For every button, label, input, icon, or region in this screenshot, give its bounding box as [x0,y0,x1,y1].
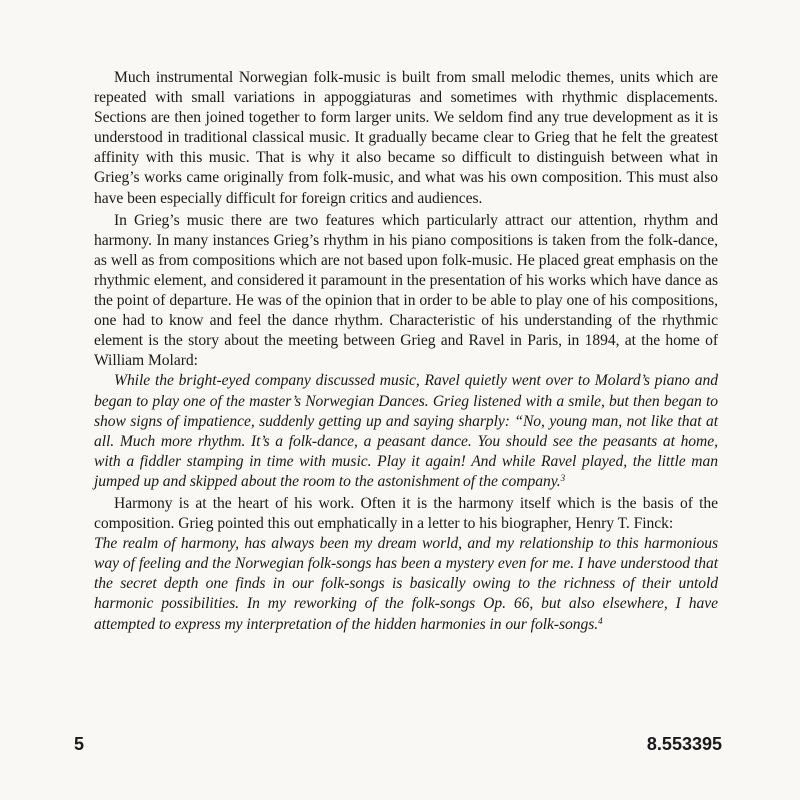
page-number: 5 [74,734,85,754]
footnote-marker-4: 4 [598,615,603,626]
quote-ravel [94,371,718,492]
quote-finck [94,534,718,634]
paragraph-folk-music: Much instrumental Norwegian folk-music is built from small melodic themes, units which are repeated with small variations in appoggiaturas and sometimes with rhythmic displacements. Sections are then joined together to form larger units. We seldom find any true development as it is understood in traditional classical music. It gradually became clear to Grieg that he felt the greatest affinity with this music. That is why it also became so difficult to distinguish between what in Grieg’s works came originally from folk-music, and what was his own composition. This must also have been especially difficult for foreign critics and audiences. [94,69,718,207]
paragraph-rhythm-harmony: In Grieg’s music there are two features which particularly attract our attention, rhythm and harmony. In many instances Grieg’s rhythm in his piano compositions is taken from the folk-dance, as well as from compositions which are not based upon folk-music. He placed great emphasis on the rhythmic element, and considered it paramount in the presentation of his works which have dance as the point of departure. He was of the opinion that in order to be able to play one of his compositions, one had to know and feel the dance rhythm. Characteristic of his understanding of the rhythmic element is the story about the meeting between Grieg and Ravel in Paris, in 1894, at the home of William Molard: [94,211,718,370]
quote-finck-text: The realm of harmony, has always been my dream world, and my relationship to this harmonious way of feeling and the Norwegian folk-songs has been a mystery even for me. I have understood that the secret depth one finds in our folk-songs is basically owing to the richness of their untold harmonic possibilities. In my reworking of the folk-songs Op. 66, but also elsewhere, I have attempted to express my interpretation of the hidden harmonies in our folk-songs. [94,535,718,633]
quote-ravel-text: While the bright-eyed company discussed music, Ravel quietly went over to Molard’s piano and began to play one of the master’s Norwegian Dances. Grieg listened with a smile, but then began to show signs of impatience, suddenly getting up and saying sharply: “No, young man, not like that at all. Much more rhythm. It’s a folk-dance, a peasant dance. You should see the peasants at home, with a fiddler stamping in time with music. Play it again! And while Ravel played, the little man jumped up and skipped about the room to the astonishment of the company. [94,372,718,490]
body-text [94,68,718,635]
catalog-number: 8.553395 [646,734,722,754]
paragraph-harmony: Harmony is at the heart of his work. Often it is the harmony itself which is the basis of the composition. Grieg pointed this out emphatically in a letter to his biographer, Henry T. Finck: [94,494,718,533]
footnote-marker-3: 3 [560,472,566,483]
